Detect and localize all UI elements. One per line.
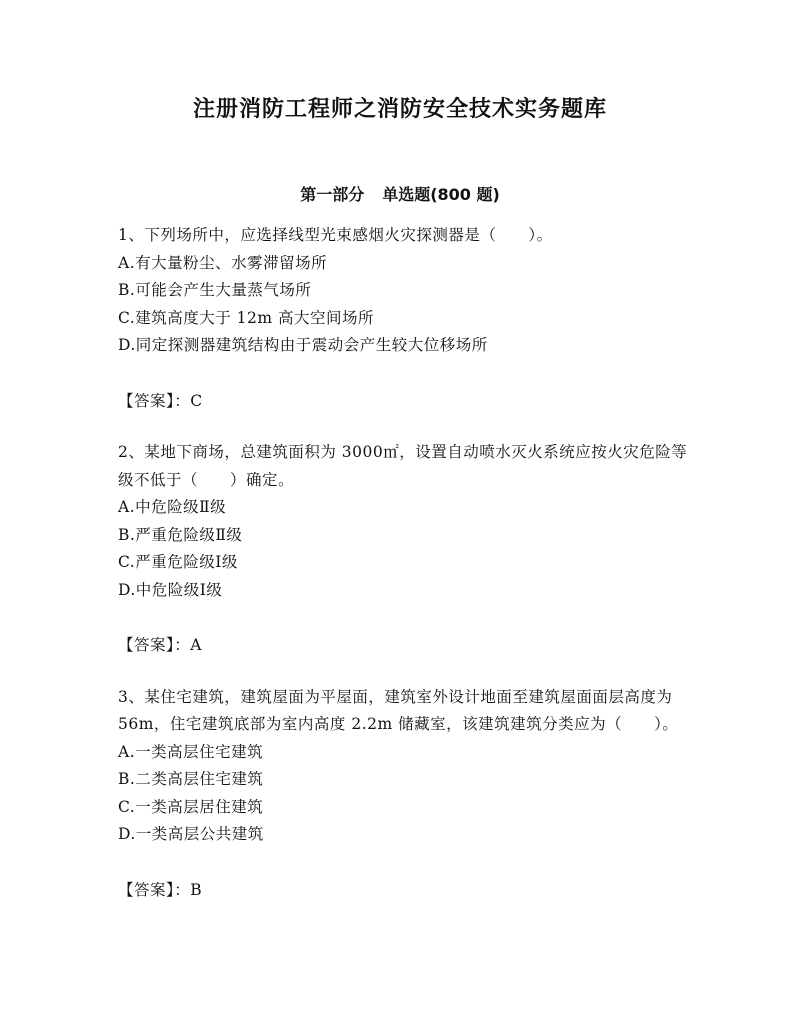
option-a: A.一类高层住宅建筑 (118, 742, 264, 761)
answer-value: C (190, 391, 203, 410)
option-c: C.一类高层居住建筑 (118, 797, 264, 816)
answer-value: B (190, 880, 203, 899)
question-stem: 1、下列场所中，应选择线型光束感烟火灾探测器是（ ）。 (118, 226, 553, 244)
option-b: B.严重危险级Ⅱ级 (118, 525, 243, 544)
option-a: A.中危险级Ⅱ级 (118, 498, 227, 516)
document-title: 注册消防工程师之消防安全技术实务题库 (192, 97, 607, 122)
option-b: B.二类高层住宅建筑 (118, 770, 264, 788)
question-1 (118, 222, 688, 415)
option-a: A.有大量粉尘、水雾滞留场所 (118, 253, 328, 272)
section-part: 第一部分 (300, 185, 365, 204)
answer-line (118, 632, 688, 660)
question-3 (118, 684, 688, 905)
answer-line (118, 388, 688, 416)
question-2 (118, 439, 688, 660)
answer-line (118, 877, 688, 905)
answer-value: A (190, 636, 202, 654)
answer-label: 【答案】： (118, 636, 191, 654)
question-stem: 3、某住宅建筑，建筑屋面为平屋面，建筑室外设计地面至建筑屋面面层高度为 56m，住宅建筑底部为室内高度 2.2m 储藏室，该建筑建筑分类应为（ ）。 (118, 687, 679, 733)
option-d: D.同定探测器建筑结构由于震动会产生较大位移场所 (118, 336, 488, 354)
question-list (118, 222, 688, 928)
option-d: D.中危险级Ⅰ级 (118, 580, 223, 599)
option-d: D.一类高层公共建筑 (118, 825, 264, 843)
section-heading (0, 183, 800, 207)
option-c: C.严重危险级Ⅰ级 (118, 553, 238, 571)
option-b: B.可能会产生大量蒸气场所 (118, 281, 312, 299)
answer-label: 【答案】： (118, 391, 191, 410)
option-c: C.建筑高度大于 12m 高大空间场所 (118, 308, 375, 327)
section-name: 单选题(800 题) (382, 185, 500, 204)
answer-label: 【答案】： (118, 880, 191, 899)
question-stem: 2、某地下商场，总建筑面积为 3000㎡，设置自动喷水灭火系统应按火灾危险等级不低于（ ）确定。 (118, 443, 688, 489)
